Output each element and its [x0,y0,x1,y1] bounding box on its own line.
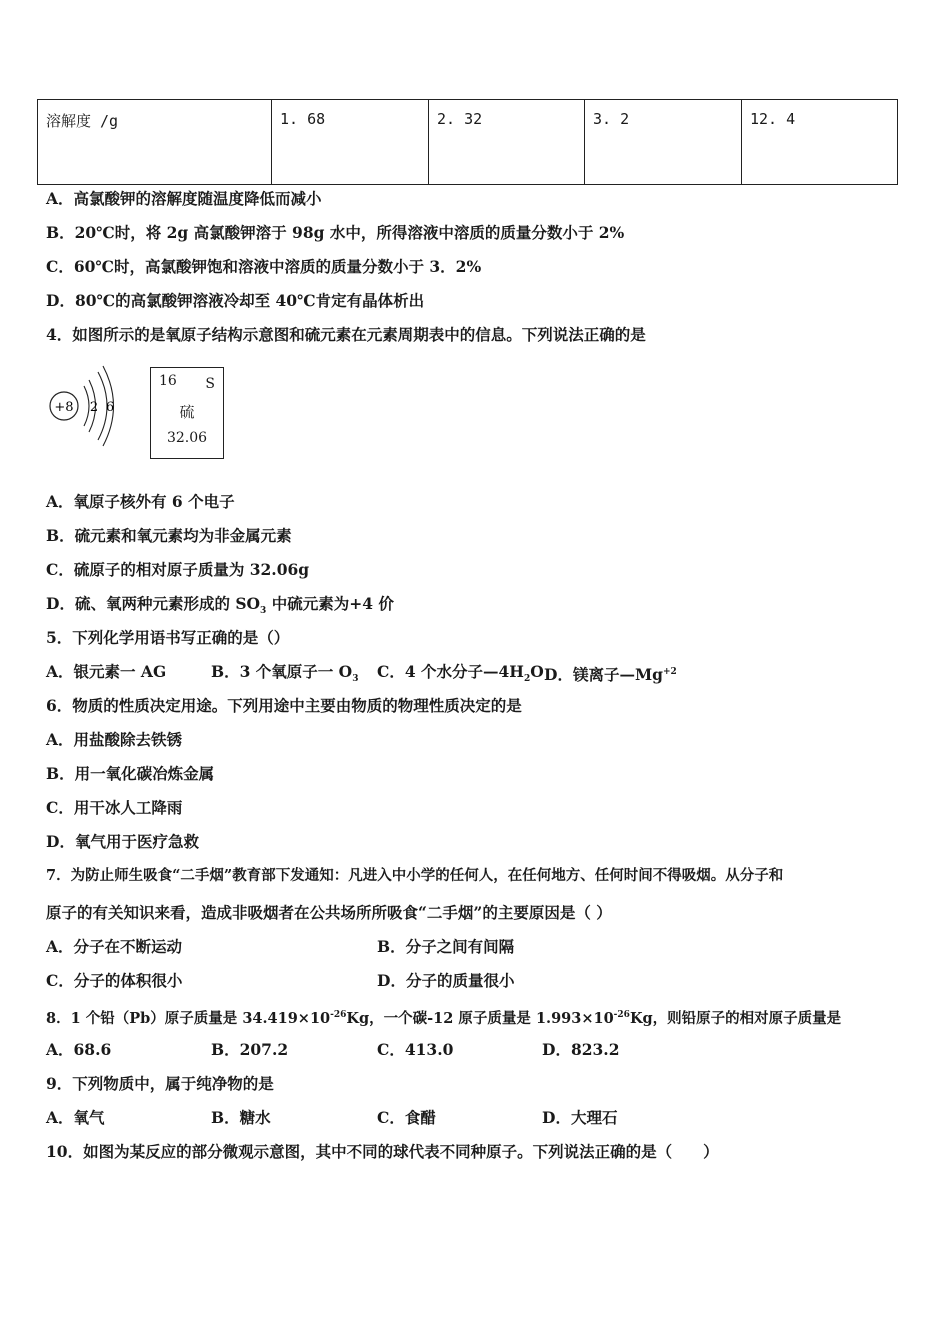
q3-option-c: C．60℃时，高氯酸钾饱和溶液中溶质的质量分数小于 3．2% [46,257,482,276]
q9-option-c: C．食醋 [377,1108,436,1127]
q9-option-b: B．糖水 [211,1108,271,1127]
q3-option-b: B．20℃时，将 2g 高氯酸钾溶于 98g 水中，所得溶液中溶质的质量分数小于 2% [46,223,625,242]
q9-stem: 9．下列物质中，属于纯净物的是 [46,1074,274,1093]
q7-option-b: B．分子之间有间隔 [377,937,515,956]
q6-option-d: D．氧气用于医疗急救 [46,832,199,851]
element-symbol: S [205,376,215,392]
q4-option-a: A．氧原子核外有 6 个电子 [46,492,235,511]
q8-option-c: C．413.0 [377,1040,454,1059]
q8-stem: 8．1 个铅（Pb）原子质量是 $34.419\times 10^{-26}Kg$，一个碳-12 原子质量是 $1.993\times 10^{-26}Kg$，则铅原子的相对原子质量是 [46,1009,842,1027]
q8-option-a: A．68.6 [46,1040,112,1059]
q5-option-a: A．银元素一 AG [46,662,167,681]
sulfur-element-card [150,367,224,459]
q8-option-b: B．207.2 [211,1040,289,1059]
q9-option-d: D．大理石 [542,1108,618,1127]
q4-stem: 4．如图所示的是氧原子结构示意图和硫元素在元素周期表中的信息。下列说法正确的是 [46,325,646,344]
q6-option-a: A．用盐酸除去铁锈 [46,730,183,749]
atom-shell1-label: 2 [89,400,99,415]
table-cell: 3. 2 [585,100,742,185]
table-cell: 溶解度 /g [38,100,272,185]
q3-option-d: D．80℃的高氯酸钾溶液冷却至 40℃肯定有晶体析出 [46,291,425,310]
q4-option-d: D．硫、氧两种元素形成的 $SO_3$ 中硫元素为+4 价 [46,594,394,617]
q3-option-a: A．高氯酸钾的溶解度随温度降低而减小 [46,189,322,208]
q7-option-d: D．分子的质量很小 [377,971,515,990]
atom-nucleus-label: +8 [54,400,74,415]
table-cell: 12. 4 [742,100,898,185]
table-cell: 1. 68 [272,100,429,185]
q4-option-c: C．硫原子的相对原子质量为 32.06g [46,560,310,579]
element-name: 硫 [179,403,195,421]
q6-option-c: C．用干冰人工降雨 [46,798,183,817]
q8-option-d: D．823.2 [542,1040,620,1059]
atom-shell2-label: 6 [105,400,115,415]
q7-stem-line1: 7．为防止师生吸食“二手烟”教育部下发通知：凡进入中小学的任何人，在任何地方、任何时间不得吸烟。从分子和 [46,867,784,884]
element-mass: 32.06 [166,430,208,446]
q4-option-b: B．硫元素和氧元素均为非金属元素 [46,526,292,545]
solubility-table [37,99,898,185]
q7-stem-line2: 原子的有关知识来看，造成非吸烟者在公共场所所吸食“二手烟”的主要原因是（ ） [46,903,612,922]
q7-option-c: C．分子的体积很小 [46,971,183,990]
q9-option-a: A．氧气 [46,1108,105,1127]
q6-option-b: B．用一氧化碳冶炼金属 [46,764,215,783]
q5-option-c: C．4 个水分子$—4H_2O$ [377,662,544,685]
element-number: 16 [159,373,177,389]
q5-option-d: D．镁离子$—Mg^{+2}$ [544,665,677,685]
q10-stem: 10．如图为某反应的部分微观示意图，其中不同的球代表不同种原子。下列说法正确的是（ ） [46,1142,719,1161]
oxygen-atom-diagram [44,360,124,450]
table-cell: 2. 32 [429,100,585,185]
q7-option-a: A．分子在不断运动 [46,937,183,956]
table-row [38,100,898,185]
q6-stem: 6．物质的性质决定用途。下列用途中主要由物质的物理性质决定的是 [46,696,522,715]
q5-stem: 5．下列化学用语书写正确的是（） [46,628,290,647]
q5-option-b: B．3 个氧原子一 $O_3$ [211,662,359,685]
